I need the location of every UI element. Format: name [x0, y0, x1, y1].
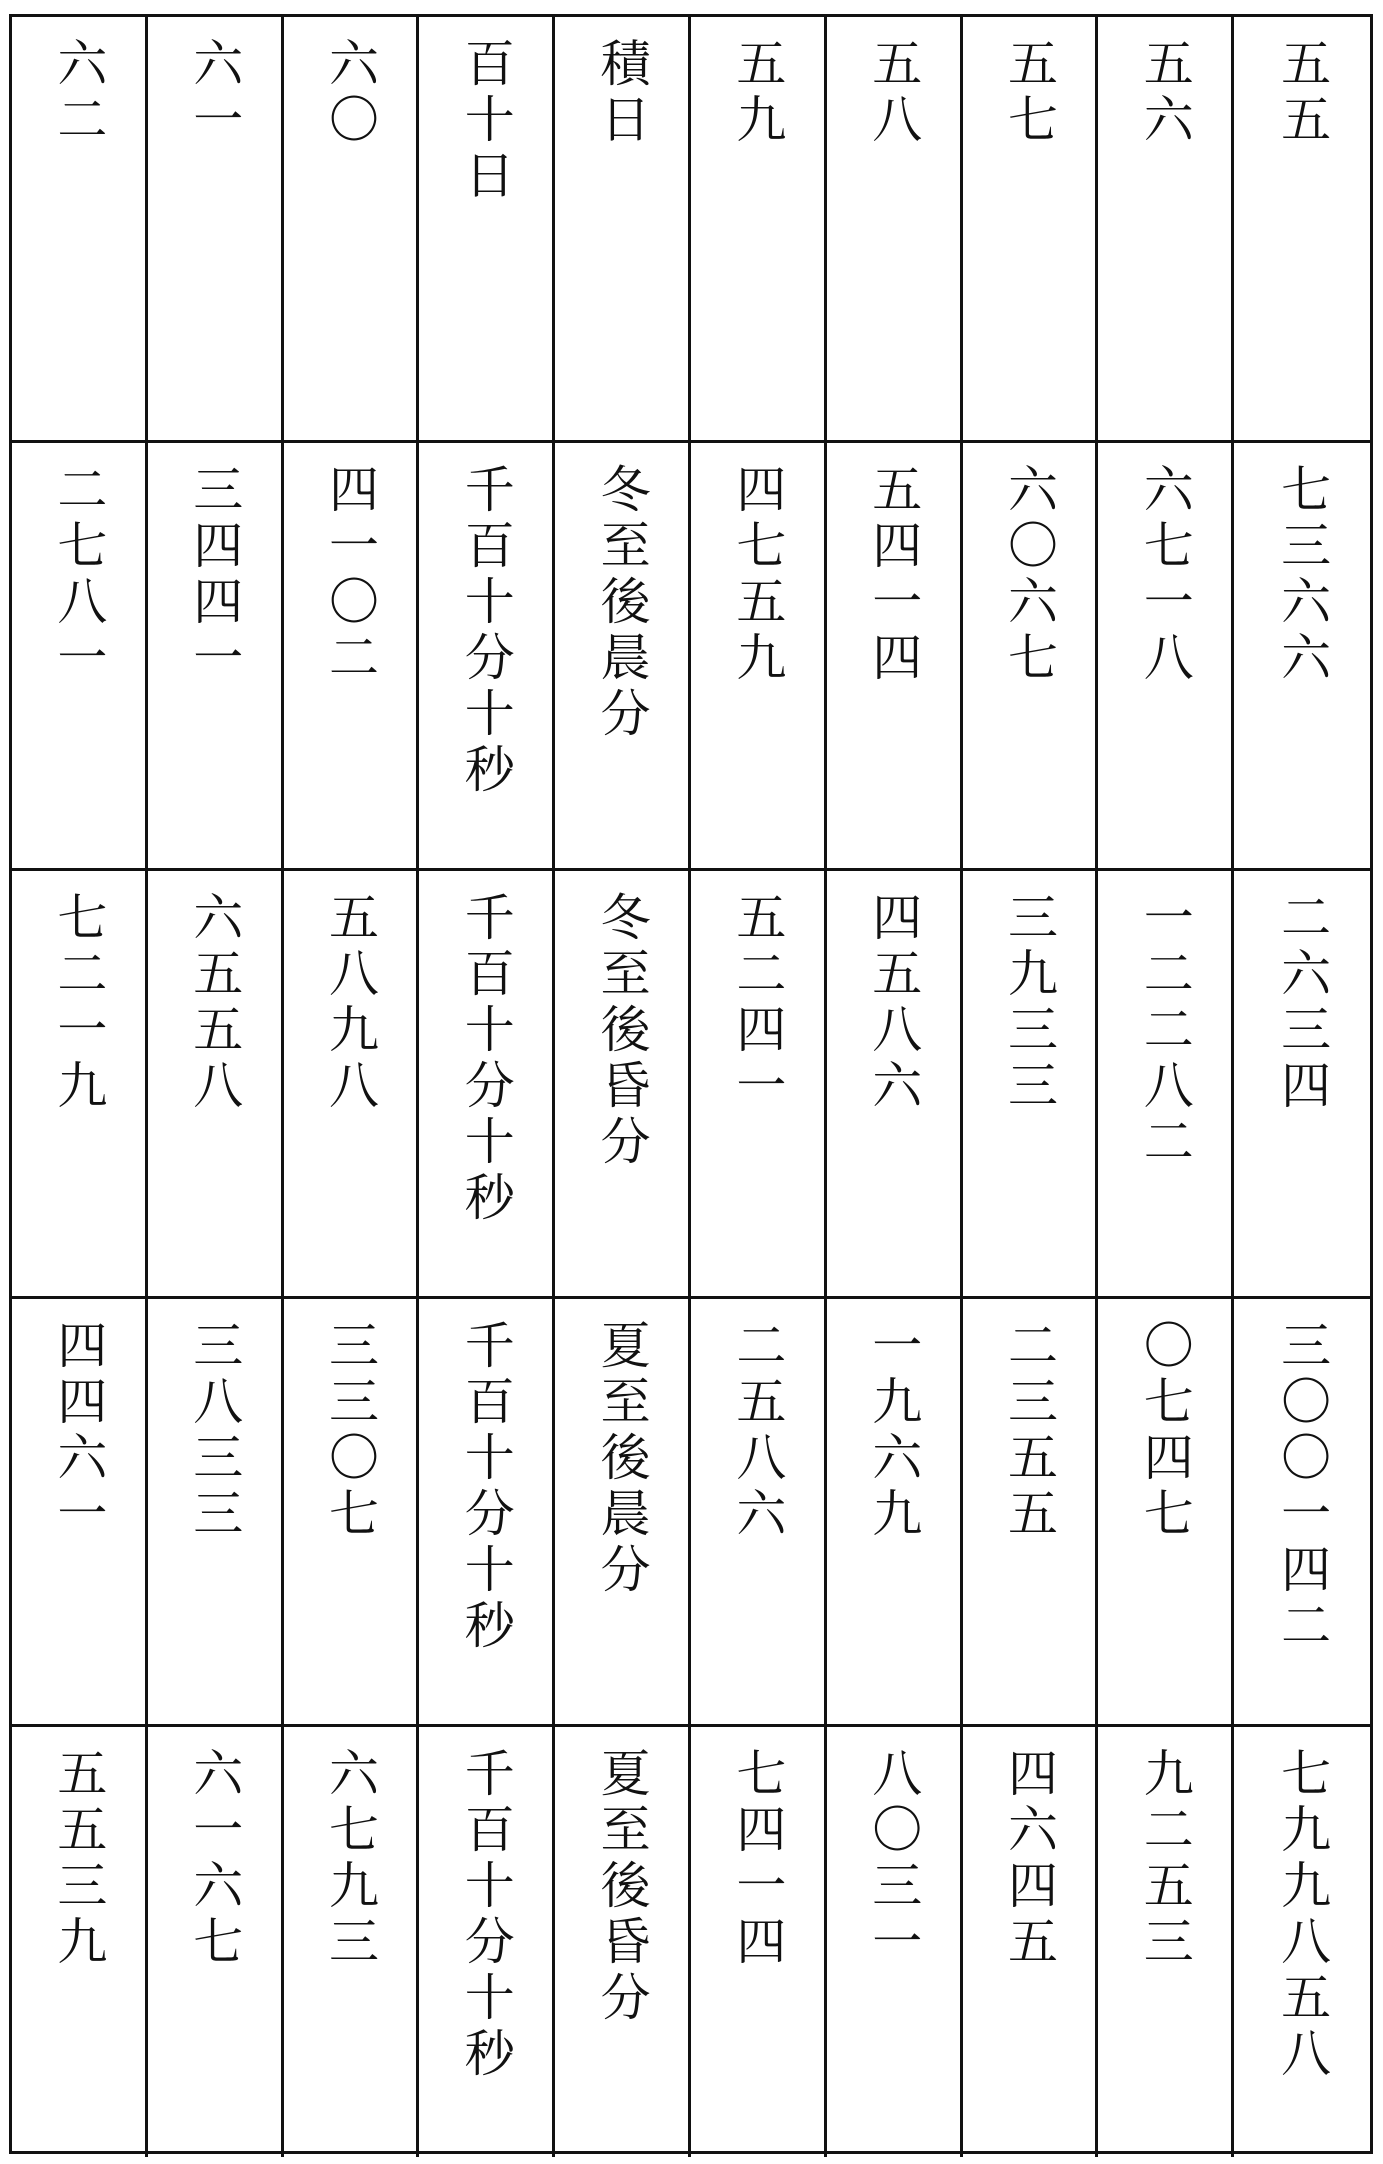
- table-cell: [827, 1727, 963, 2157]
- table-cell: [419, 1299, 555, 1727]
- cell-value: 四四六一: [49, 1319, 108, 1543]
- cell-value: 三〇〇一四二: [1273, 1319, 1332, 1655]
- column-header-text: 積日: [592, 37, 651, 149]
- column-header-text: 六一: [185, 37, 244, 149]
- cell-value: 六〇六七: [999, 463, 1058, 687]
- table-cell: [419, 17, 555, 443]
- cell-value: 五五三九: [49, 1747, 108, 1971]
- cell-value: 三三〇七: [320, 1319, 379, 1543]
- table-cell: [284, 1299, 420, 1727]
- column-header-text: 六二: [49, 37, 108, 149]
- column-header-text: 百十日: [456, 37, 515, 205]
- table-cell: [284, 1727, 420, 2157]
- table-cell: [284, 871, 420, 1299]
- table-cell: [12, 1299, 148, 1727]
- table-cell: [555, 871, 691, 1299]
- column-header-text: 五五: [1273, 37, 1332, 149]
- cell-value: 夏至後昏分: [592, 1747, 651, 2027]
- table-cell: [12, 871, 148, 1299]
- table-cell: [691, 443, 827, 871]
- vertical-data-table: [9, 14, 1373, 2154]
- table-cell: [419, 871, 555, 1299]
- table-cell: [827, 1299, 963, 1727]
- column-header-text: 五八: [864, 37, 923, 149]
- table-cell: [1234, 1299, 1370, 1727]
- column-header-text: 五六: [1135, 37, 1194, 149]
- cell-value: 七九九八五八: [1273, 1747, 1332, 2083]
- cell-value: 一二二八二: [1135, 891, 1194, 1171]
- table-cell: [148, 17, 284, 443]
- table-cell: [691, 17, 827, 443]
- table-cell: [284, 17, 420, 443]
- cell-value: 四七五九: [728, 463, 787, 687]
- table-cell: [12, 1727, 148, 2157]
- table-cell: [555, 443, 691, 871]
- cell-value: 六五五八: [185, 891, 244, 1115]
- table-cell: [148, 1299, 284, 1727]
- table-cell: [419, 1727, 555, 2157]
- cell-value: 二五八六: [728, 1319, 787, 1543]
- table-cell: [963, 443, 1099, 871]
- cell-value: 千百十分十秒: [456, 1319, 515, 1655]
- column-header-text: 六〇: [320, 37, 379, 149]
- cell-value: 冬至後昏分: [592, 891, 651, 1171]
- table-cell: [691, 1727, 827, 2157]
- cell-value: 四六四五: [999, 1747, 1058, 1971]
- cell-value: 一九六九: [864, 1319, 923, 1543]
- table-cell: [284, 443, 420, 871]
- cell-value: 冬至後晨分: [592, 463, 651, 743]
- table-cell: [12, 443, 148, 871]
- table-cell: [555, 1299, 691, 1727]
- cell-value: 七三六六: [1273, 463, 1332, 687]
- cell-value: 三八三三: [185, 1319, 244, 1543]
- cell-value: 四五八六: [864, 891, 923, 1115]
- table-cell: [555, 17, 691, 443]
- cell-value: 六七一八: [1135, 463, 1194, 687]
- cell-value: 二七八一: [49, 463, 108, 687]
- cell-value: 五二四一: [728, 891, 787, 1115]
- table-cell: [963, 1299, 1099, 1727]
- cell-value: 千百十分十秒: [456, 891, 515, 1227]
- cell-value: 七二一九: [49, 891, 108, 1115]
- cell-value: 千百十分十秒: [456, 463, 515, 799]
- table-cell: [691, 871, 827, 1299]
- cell-value: 千百十分十秒: [456, 1747, 515, 2083]
- cell-value: 七四一四: [728, 1747, 787, 1971]
- table-cell: [148, 871, 284, 1299]
- table-cell: [555, 1727, 691, 2157]
- cell-value: 四一〇二: [320, 463, 379, 687]
- cell-value: 夏至後晨分: [592, 1319, 651, 1599]
- table-cell: [1098, 1299, 1234, 1727]
- cell-value: 〇七四七: [1135, 1319, 1194, 1543]
- cell-value: 九二五三: [1135, 1747, 1194, 1971]
- table-cell: [827, 871, 963, 1299]
- cell-value: 五八九八: [320, 891, 379, 1115]
- table-cell: [1234, 443, 1370, 871]
- table-cell: [1234, 17, 1370, 443]
- table-cell: [148, 443, 284, 871]
- cell-value: 五四一四: [864, 463, 923, 687]
- column-header-text: 五七: [999, 37, 1058, 149]
- table-cell: [827, 443, 963, 871]
- table-cell: [963, 871, 1099, 1299]
- table-cell: [1098, 17, 1234, 443]
- table-cell: [1234, 1727, 1370, 2157]
- cell-value: 二六三四: [1273, 891, 1332, 1115]
- table-cell: [1098, 871, 1234, 1299]
- cell-value: 六一六七: [185, 1747, 244, 1971]
- table-cell: [963, 1727, 1099, 2157]
- column-header-text: 五九: [728, 37, 787, 149]
- cell-value: 八〇三一: [864, 1747, 923, 1971]
- table-cell: [1098, 1727, 1234, 2157]
- table-cell: [963, 17, 1099, 443]
- table-cell: [827, 17, 963, 443]
- table-cell: [12, 17, 148, 443]
- cell-value: 六七九三: [320, 1747, 379, 1971]
- cell-value: 三九三三: [999, 891, 1058, 1115]
- table-cell: [1234, 871, 1370, 1299]
- table-cell: [148, 1727, 284, 2157]
- cell-value: 二三五五: [999, 1319, 1058, 1543]
- table-cell: [691, 1299, 827, 1727]
- table-cell: [419, 443, 555, 871]
- cell-value: 三四四一: [185, 463, 244, 687]
- table-cell: [1098, 443, 1234, 871]
